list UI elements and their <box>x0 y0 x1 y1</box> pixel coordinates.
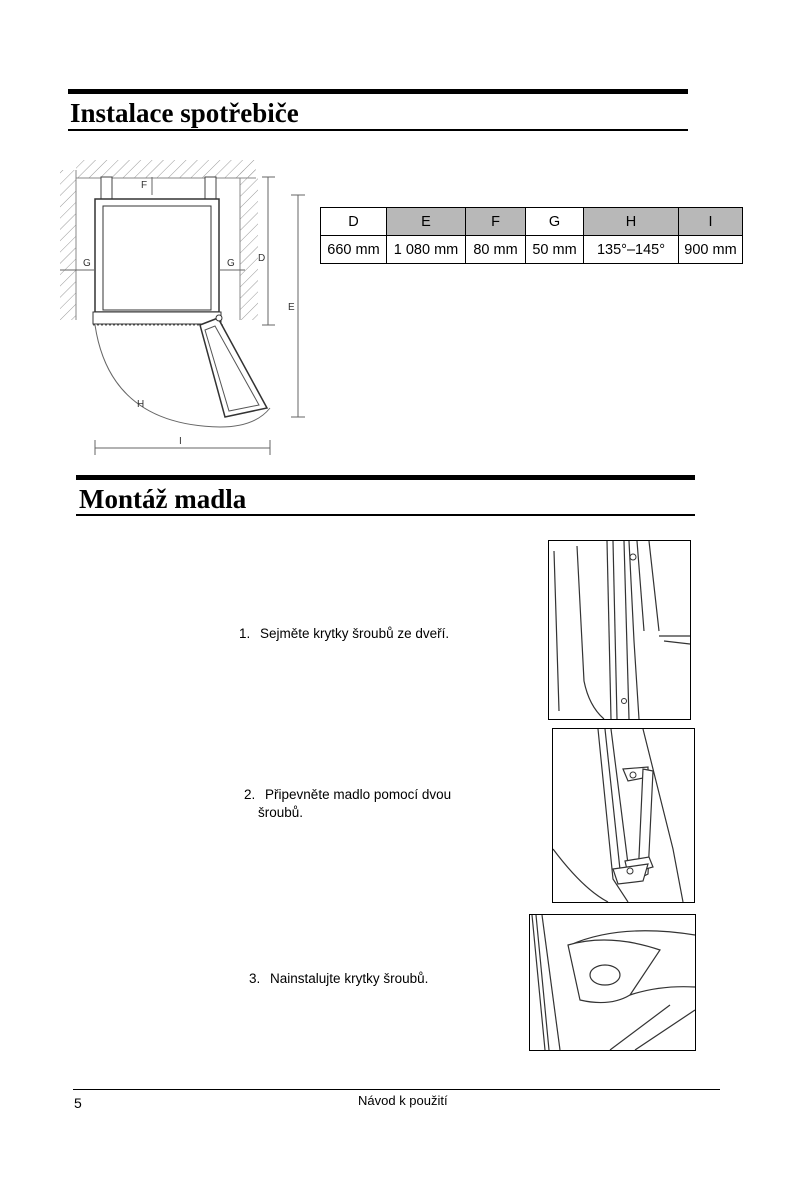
dim-header-g: G <box>526 208 584 236</box>
step-3-number: 3. <box>249 971 261 986</box>
dimension-table-value-row <box>321 236 743 264</box>
label-f: F <box>141 180 148 191</box>
dimension-table <box>320 207 743 264</box>
dim-header-d: D <box>321 208 387 236</box>
step-1-text: Sejměte krytky šroubů ze dveří. <box>260 626 450 641</box>
label-g-right: G <box>227 258 235 269</box>
step-3-text: Nainstalujte krytky šroubů. <box>270 971 429 986</box>
handle <box>613 767 653 884</box>
wall-top <box>76 160 256 178</box>
footer-manual-title: Návod k použití <box>358 1093 448 1108</box>
dim-value-d: 660 mm <box>321 236 387 264</box>
wall-right <box>240 170 258 320</box>
fridge-base <box>93 312 221 324</box>
pipe-left <box>101 177 112 199</box>
page-number: 5 <box>74 1095 82 1111</box>
heading-rule-top <box>68 89 688 94</box>
footer-rule <box>73 1089 720 1090</box>
dim-value-f: 80 mm <box>466 236 526 264</box>
step-1-figure <box>548 540 691 720</box>
screw-cover <box>590 965 620 985</box>
label-d: D <box>258 253 266 264</box>
label-h: H <box>137 399 145 410</box>
step-1-number: 1. <box>239 626 251 641</box>
heading2-rule-bottom <box>76 514 695 516</box>
step-2-figure <box>552 728 695 903</box>
section-title-installation: Instalace spotřebiče <box>70 98 299 128</box>
dimension-table-header-row <box>321 208 743 236</box>
dim-header-h: H <box>584 208 679 236</box>
screw-cover-top <box>630 554 636 560</box>
handle-attach-illustration <box>553 729 694 902</box>
pipe-right <box>205 177 216 199</box>
fridge-body <box>95 199 219 312</box>
screw-cover-bottom <box>622 699 627 704</box>
wall-left <box>60 170 76 320</box>
installation-diagram <box>55 155 320 465</box>
dim-header-e: E <box>387 208 466 236</box>
heading-rule-bottom <box>68 129 688 131</box>
step-2-text-line1: Připevněte madlo pomocí dvou <box>265 787 452 802</box>
screw-bottom <box>627 868 633 874</box>
heading2-rule-top <box>76 475 695 480</box>
dim-value-e: 1 080 mm <box>387 236 466 264</box>
dim-value-h: 135°–145° <box>584 236 679 264</box>
step-3-figure <box>529 914 696 1051</box>
door-screw-covers-illustration <box>549 541 690 719</box>
step-2 <box>244 786 451 822</box>
open-door <box>200 315 267 417</box>
dim-header-i: I <box>679 208 743 236</box>
section-title-handle: Montáž madla <box>79 484 247 514</box>
label-g-left: G <box>83 258 91 269</box>
dim-header-f: F <box>466 208 526 236</box>
dim-value-g: 50 mm <box>526 236 584 264</box>
screw-top <box>630 772 636 778</box>
step-2-text-line2: šroubů. <box>258 805 304 820</box>
label-e: E <box>288 302 295 313</box>
step-1 <box>239 625 449 643</box>
step-3 <box>249 970 428 988</box>
install-screw-covers-illustration <box>530 915 695 1050</box>
dim-value-i: 900 mm <box>679 236 743 264</box>
step-2-number: 2. <box>244 787 256 802</box>
label-i: I <box>179 436 182 447</box>
